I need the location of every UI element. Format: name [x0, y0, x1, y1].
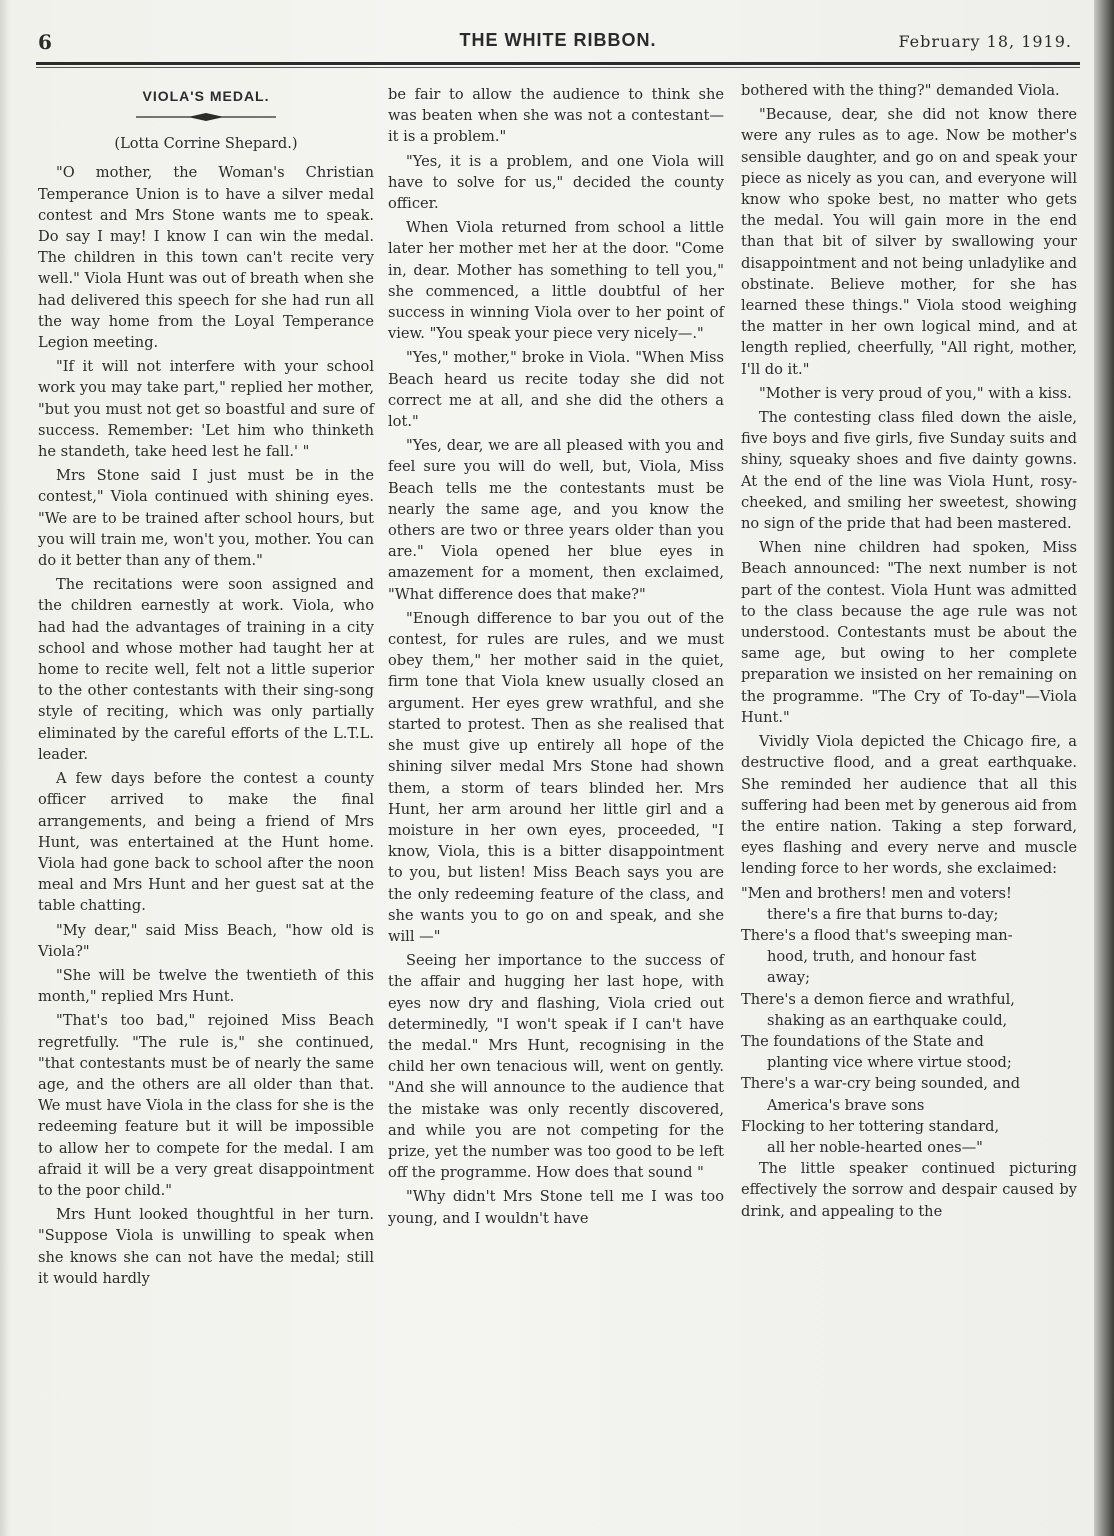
article-title: VIOLA'S MEDAL. — [142, 88, 270, 104]
poem-line: There's a flood that's sweeping man- — [741, 926, 1013, 944]
column-1 — [38, 80, 374, 1292]
column-3 — [741, 80, 1077, 1225]
paragraph: "O mother, the Woman's Christian Temperance Union is to have a silver medal contest and Mrs Stone wants me to speak. Do say I may! I know I can win the medal. The children in this town can't recite very well." Viola Hunt was out of breath when she had delivered this speech for she had run all the way home from the Loyal Temperance Legion meeting. — [38, 164, 374, 352]
paragraph: "Because, dear, she did not know there were any rules as to age. Now be mother's sensible daughter, and go on and speak your piece as nicely as you can, and everyone will know who spoke best, no matter who gets the medal. You will gain more in the end than that bit of silver by swallowing your disappointment and not being unladylike and obstinate. Believe mother, for she has learned these things." Viola stood weighing the matter in her own logical mind, and at length replied, cheerfully, "All right, mother, I'll do it." — [741, 106, 1077, 378]
poem-line: there's a fire that burns to-day; — [767, 905, 999, 923]
poem-verse — [741, 883, 1077, 1159]
poem-line: hood, truth, and honour fast — [767, 948, 977, 966]
paragraph: Vividly Viola depicted the Chicago fire, a destructive flood, and a great earthquake. She reminded her audience that all this suffering had been met by generous aid from the entire nation. Taking a step forward, eyes flashing and every nerve and muscle lending force to her words, she exclaimed: — [741, 733, 1077, 878]
header-rule-thin — [36, 67, 1080, 68]
paragraph: "If it will not interfere with your school work you may take part," replied her mother, "but you must not get so boastful and sure of success. Remember: 'Let him who thinketh he standeth, take heed lest he fall.' " — [38, 358, 374, 461]
paragraph: bothered with the thing?" demanded Viola. — [741, 82, 1060, 99]
paragraph: "Mother is very proud of you," with a kiss. — [759, 384, 1072, 402]
poem-line: Flocking to her tottering standard, — [741, 1117, 1000, 1135]
paragraph: "Yes, it is a problem, and one Viola will have to solve for us," decided the county officer. — [388, 152, 724, 213]
poem-line: There's a war-cry being sounded, and — [741, 1075, 1021, 1093]
poem-line: "Men and brothers! men and voters! — [741, 884, 1012, 902]
paragraph: Mrs Stone said I just must be in the contest," Viola continued with shining eyes. "We are to be trained after school hours, but you will train me, won't you, mother. You can do it better than any of them." — [38, 467, 374, 570]
paragraph: When Viola returned from school a little later her mother met her at the door. "Come in, dear. Mother has something to tell you," she commenced, a little doubtful of her success in winning Viola over to her point of view. "You speak your piece very nicely—." — [388, 219, 724, 343]
paragraph: "Enough difference to bar you out of the contest, for rules are rules, and we must obey them," her mother said in the quiet, firm tone that Viola knew usually closed an argument. Her eyes grew wrathful, and she started to protest. Then as she realised that she must give up entirely all hope of the shining silver medal Mrs Stone had shown them, a storm of tears blinded her. Mrs Hunt, her arm around her little girl and a moisture in her own eyes, proceeded, "I know, Viola, this is a bitter disappointment to you, but listen! Miss Beach says you are the only redeeming feature of the class, and she wants you to go on and speak, and she will —" — [388, 609, 724, 945]
header-rule — [36, 62, 1080, 65]
title-ornament-icon — [126, 111, 286, 123]
paragraph: Mrs Hunt looked thoughtful in her turn. "Suppose Viola is unwilling to speak when she knows she can not have the medal; still it would hardly — [38, 1206, 374, 1287]
article-byline: (Lotta Corrine Shepard.) — [114, 135, 298, 153]
paragraph: "Why didn't Mrs Stone tell me I was too young, and I wouldn't have — [388, 1188, 724, 1227]
poem-line: planting vice where virtue stood; — [767, 1054, 1012, 1072]
poem-line: away; — [767, 969, 811, 987]
issue-date: February 18, 1919. — [898, 32, 1072, 51]
poem-line: shaking as an earthquake could, — [767, 1011, 1008, 1029]
paragraph: Seeing her importance to the success of the affair and hugging her last hope, with eyes now dry and flashing, Viola cried out determinedly, "I won't speak if I can't have the medal." Mrs Hunt, recognising in the child her own tenacious will, went on gently. "And she will announce to the audience that the mistake was only recently discovered, and while you are not competing for the prize, yet the number was too good to be left off the programme. How does that sound " — [388, 952, 724, 1182]
paragraph: When nine children had spoken, Miss Beach announced: "The next number is not part of the contest. Viola Hunt was admitted to the class because the age rule was not understood. Contestants must be about the same age, but owing to her complete preparation we insisted on her remaining on the programme. "The Cry of To-day"—Viola Hunt." — [741, 539, 1077, 726]
poem-line: The foundations of the State and — [741, 1032, 984, 1050]
poem-line: all her noble-hearted ones—" — [767, 1138, 983, 1156]
publication-title: THE WHITE RIBBON. — [459, 30, 657, 50]
paragraph: "She will be twelve the twentieth of this month," replied Mrs Hunt. — [38, 966, 374, 1006]
paragraph: The contesting class filed down the aisle, five boys and five girls, five Sunday suits and shiny, squeaky shoes and five dainty gowns. At the end of the line was Viola Hunt, rosy-cheeked, and smiling her sweetest, showing no sign of the pride that had been mastered. — [741, 409, 1077, 533]
paragraph: "My dear," said Miss Beach, "how old is Viola?" — [38, 921, 374, 960]
paragraph: "That's too bad," rejoined Miss Beach regretfully. "The rule is," she continued, "that contestants must be of nearly the same age, and the others are all older than that. We must have Viola in the class for she is the redeeming feature but it will be impossible to allow her to compete for the medal. I am afraid it will be a very great disappointment to the poor child." — [38, 1012, 374, 1199]
page-binding-edge — [1094, 0, 1114, 1536]
paragraph: A few days before the contest a county officer arrived to make the final arrangements, and being a friend of Mrs Hunt, was entertained at the Hunt home. Viola had gone back to school after the noon meal and Mrs Hunt and her guest sat at the table chatting. — [38, 770, 374, 915]
page-header — [38, 30, 1078, 60]
poem-line: America's brave sons — [767, 1096, 925, 1114]
poem-line: There's a demon fierce and wrathful, — [741, 990, 1015, 1008]
page-left-shadow — [0, 0, 10, 1536]
paragraph: The little speaker continued picturing effectively the sorrow and despair caused by drink, and appealing to the — [741, 1160, 1077, 1220]
column-2 — [388, 84, 724, 1232]
paragraph: The recitations were soon assigned and the children earnestly at work. Viola, who had had the advantages of training in a city school and whose mother had taught her at home to recite well, felt not a little superior to the other contestants with their sing-song style of reciting, which was only partially eliminated by the careful efforts of the L.T.L. leader. — [38, 576, 374, 763]
paragraph: "Yes, dear, we are all pleased with you and feel sure you will do well, but, Viola, Miss Beach tells me the contestants must be nearly the same age, and you know the others are two or three years older than you are." Viola opened her blue eyes in amazement for a moment, then exclaimed, "What difference does that make?" — [388, 437, 724, 603]
page-number: 6 — [38, 30, 52, 54]
paragraph: "Yes," mother," broke in Viola. "When Miss Beach heard us recite today she did not correct me at all, and she did the others a lot." — [388, 349, 724, 431]
paragraph: be fair to allow the audience to think she was beaten when she was not a contestant—it is a problem." — [388, 86, 724, 146]
